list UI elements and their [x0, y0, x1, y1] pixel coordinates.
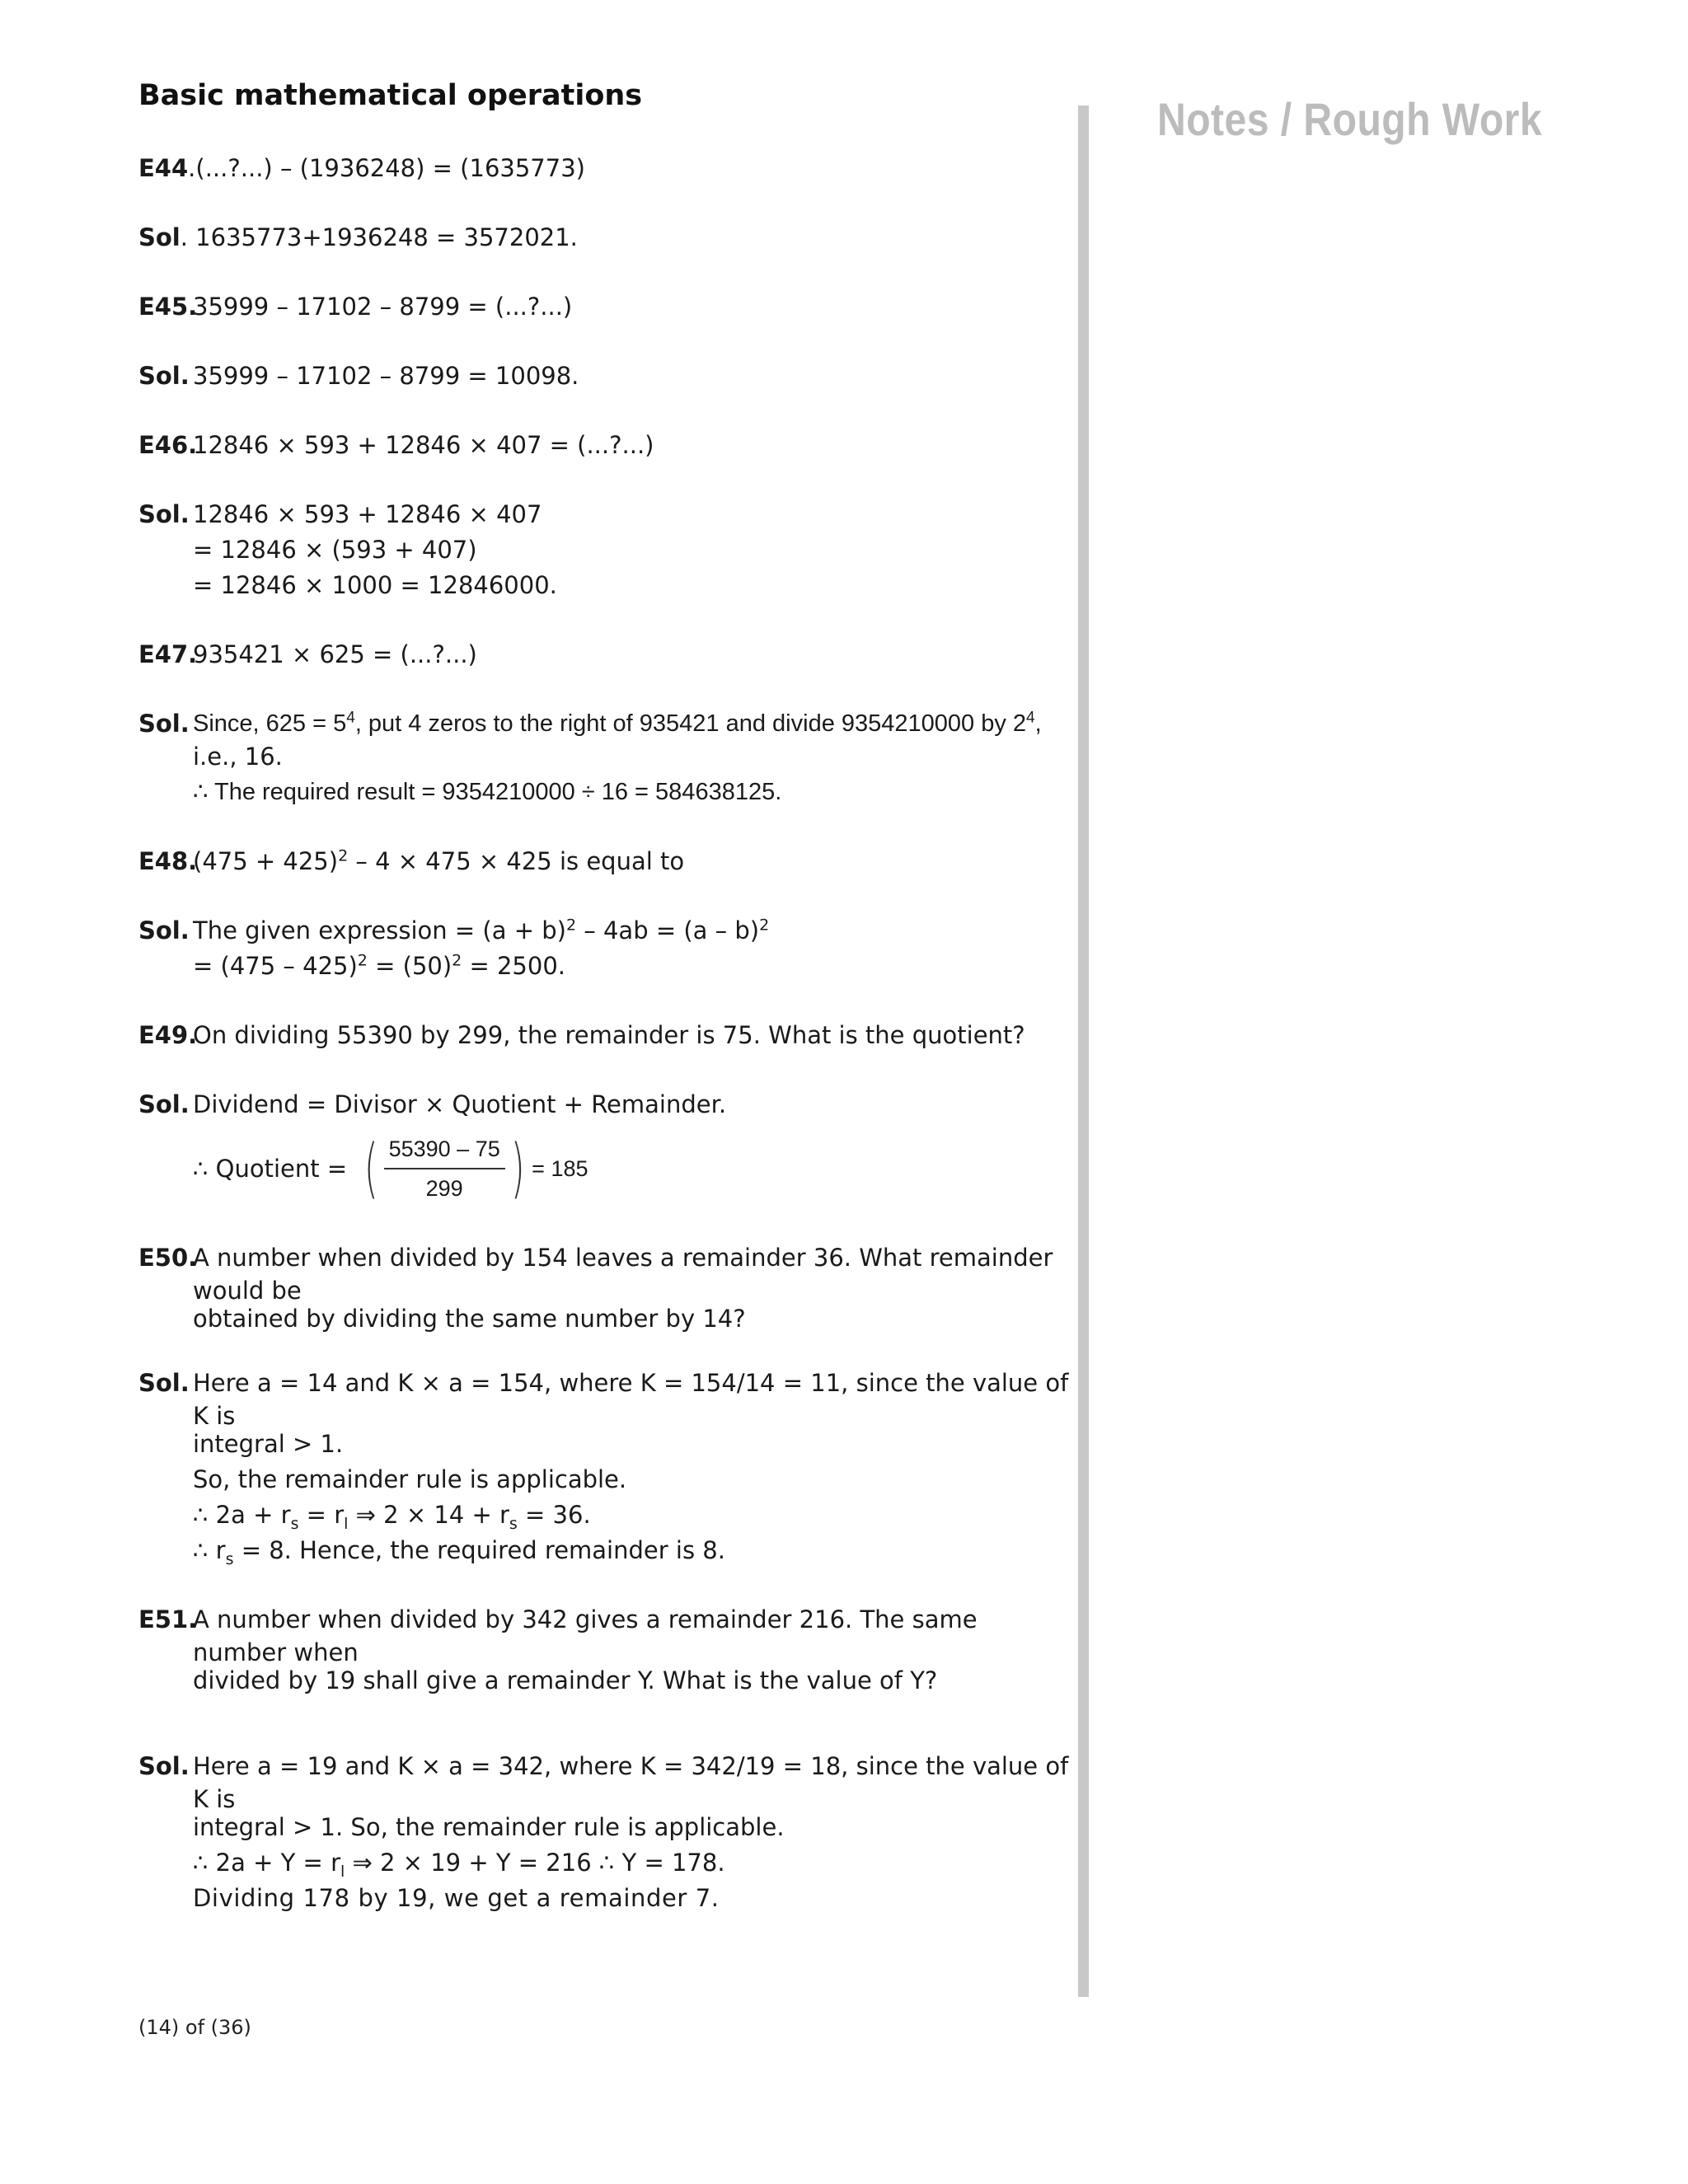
e50-s5-sub: s: [225, 1549, 234, 1568]
e51-s3-sub: l: [340, 1862, 345, 1881]
e45-question-text: 35999 – 17102 – 8799 = (...?...): [193, 293, 573, 321]
e50-solution-line-4: [193, 1498, 1070, 1531]
e47-sol-exp-1: 4: [346, 709, 355, 727]
e44-label: E44: [138, 154, 189, 182]
e47-solution-line-1: [193, 707, 1070, 740]
e47-solution-line-2: i.e., 16.: [193, 743, 283, 771]
e46-question: [138, 429, 1070, 462]
e50-s4-sub-2: l: [344, 1514, 349, 1533]
e46-label: E46.: [138, 431, 198, 459]
e50-solution: [138, 1366, 1070, 1567]
e44-sol-label: Sol: [138, 223, 181, 251]
e49-solution-line-1: Dividend = Divisor × Quotient + Remainder.: [193, 1090, 727, 1118]
e47-question-text: 935421 × 625 = (...?...): [193, 640, 477, 668]
e51-s3-text-a: ∴ 2a + Y = r: [193, 1849, 340, 1877]
e50-sol-label: Sol.: [138, 1369, 190, 1397]
e50-label: E50.: [138, 1244, 198, 1272]
e51-solution-line-4: Dividing 178 by 19, we get a remainder 7.: [193, 1884, 720, 1912]
section-heading: Basic mathematical operations: [138, 79, 643, 112]
e50-s4-sub-3: s: [509, 1514, 518, 1533]
e44-solution: [138, 221, 1070, 254]
e47-question: [138, 638, 1070, 671]
e49-numerator: 55390 – 75: [384, 1132, 505, 1169]
e48-sol-label: Sol.: [138, 916, 190, 944]
e50-s4-text-d: = 36.: [517, 1501, 591, 1529]
e50-s4-text-b: = r: [298, 1501, 345, 1529]
e49-sol-label: Sol.: [138, 1090, 190, 1118]
e45-solution-text: 35999 – 17102 – 8799 = 10098.: [193, 362, 579, 390]
e46-solution: [138, 498, 1070, 602]
e49-fraction-body: [384, 1132, 505, 1205]
e50-s5-text-b: = 8. Hence, the required remainder is 8.: [233, 1536, 725, 1564]
e48-solution: [138, 914, 1070, 982]
e49-label: E49.: [138, 1021, 198, 1049]
e46-solution-line-2: = 12846 × (593 + 407): [193, 536, 477, 564]
e48-s2-exp-1: 2: [357, 951, 368, 970]
e50-solution-line-5: [193, 1534, 1070, 1567]
e47-solution-line-3: ∴ The required result = 9354210000 ÷ 16 = 584638125.: [193, 779, 782, 805]
e47-sol-label: Sol.: [138, 710, 190, 738]
margin-divider: [1078, 105, 1089, 1997]
e44-question: [138, 152, 1070, 185]
e45-label: E45.: [138, 293, 198, 321]
e51-s3-text-b: ⇒ 2 × 19 + Y = 216 ∴ Y = 178.: [345, 1849, 725, 1877]
e47-sol-text-b: , put 4 zeros to the right of 935421 and divide 9354210000 by 2: [354, 710, 1027, 737]
e50-solution-line-1: Here a = 14 and K × a = 154, where K = 154/14 = 11, since the value of K is: [193, 1369, 1069, 1430]
e49-result: = 185: [532, 1156, 588, 1181]
e47-sol-text-c: ,: [1034, 710, 1042, 737]
notes-rough-work-title: Notes / Rough Work: [1157, 93, 1543, 145]
e48-q-text-a: (475 + 425): [193, 847, 339, 875]
e45-solution: [138, 359, 1070, 392]
e51-solution-line-1: Here a = 19 and K × a = 342, where K = 342/19 = 18, since the value of K is: [193, 1752, 1069, 1813]
e50-s4-text-a: ∴ 2a + r: [193, 1501, 291, 1529]
e51-label: E51.: [138, 1605, 198, 1633]
e48-s1-text-a: The given expression = (a + b): [193, 916, 566, 944]
e46-sol-label: Sol.: [138, 500, 190, 528]
e49-question-text: On dividing 55390 by 299, the remainder is 75. What is the quotient?: [193, 1021, 1025, 1049]
e51-question: [138, 1603, 1070, 1697]
e48-label: E48.: [138, 847, 198, 875]
e48-question-text: [193, 845, 1070, 878]
e50-s4-text-c: ⇒ 2 × 14 + r: [348, 1501, 509, 1529]
e47-label: E47.: [138, 640, 198, 668]
e49-fraction: [359, 1132, 588, 1205]
e48-s2-exp-2: 2: [452, 951, 462, 970]
e48-question: [138, 845, 1070, 878]
e48-s2-text-b: = (50): [367, 952, 452, 980]
e51-sol-label: Sol.: [138, 1752, 190, 1780]
e50-question-line-1: A number when divided by 154 leaves a remainder 36. What remainder would be: [193, 1244, 1053, 1305]
e48-s2-text-a: = (475 – 425): [193, 952, 358, 980]
e48-solution-line-1: [193, 914, 1070, 947]
e51-question-line-1: A number when divided by 342 gives a remainder 216. The same number when: [193, 1605, 978, 1666]
e49-denominator: 299: [425, 1176, 463, 1201]
e48-q-exp: 2: [338, 846, 349, 865]
e47-sol-exp-2: 4: [1026, 709, 1035, 727]
e51-solution-line-3: [193, 1846, 1070, 1879]
e48-s1-exp-1: 2: [565, 916, 577, 935]
left-paren-icon: (: [364, 1132, 378, 1206]
exercise-content: [138, 152, 1070, 1915]
e51-question-line-2: divided by 19 shall give a remainder Y. What is the value of Y?: [193, 1666, 938, 1694]
e48-s1-exp-2: 2: [759, 916, 770, 935]
e48-s2-text-c: = 2500.: [462, 952, 566, 980]
e51-solution: [138, 1750, 1070, 1915]
e48-solution-line-2: [193, 949, 1070, 982]
e50-question: [138, 1241, 1070, 1335]
page-number: (14) of (36): [138, 2016, 251, 2039]
e46-question-text: 12846 × 593 + 12846 × 407 = (...?...): [193, 431, 654, 459]
e46-solution-line-3: = 12846 × 1000 = 12846000.: [193, 571, 557, 599]
e44-question-text: .(...?...) – (1936248) = (1635773): [188, 154, 585, 182]
e50-s5-text-a: ∴ r: [193, 1536, 226, 1564]
e49-question: [138, 1019, 1070, 1052]
e44-solution-text: . 1635773+1936248 = 3572021.: [180, 223, 578, 251]
e50-question-line-2: obtained by dividing the same number by 14?: [193, 1305, 746, 1333]
e50-solution-line-3: So, the remainder rule is applicable.: [193, 1465, 627, 1493]
e45-question: [138, 290, 1070, 323]
e46-solution-line-1: 12846 × 593 + 12846 × 407: [193, 500, 542, 528]
e50-s4-sub-1: s: [290, 1514, 299, 1533]
e47-solution: [138, 707, 1070, 808]
e51-solution-line-2: integral > 1. So, the remainder rule is applicable.: [193, 1813, 785, 1841]
e49-quotient-label: ∴ Quotient =: [193, 1155, 348, 1183]
e48-s1-text-b: – 4ab = (a – b): [576, 916, 760, 944]
e49-quotient-formula: [193, 1132, 1070, 1205]
e49-solution: [138, 1088, 1070, 1205]
right-paren-icon: ): [510, 1132, 525, 1206]
e50-solution-line-2: integral > 1.: [193, 1430, 344, 1458]
e45-sol-label: Sol.: [138, 362, 190, 390]
e47-sol-text-a: Since, 625 = 5: [193, 710, 347, 737]
e48-q-text-b: – 4 × 475 × 425 is equal to: [348, 847, 685, 875]
